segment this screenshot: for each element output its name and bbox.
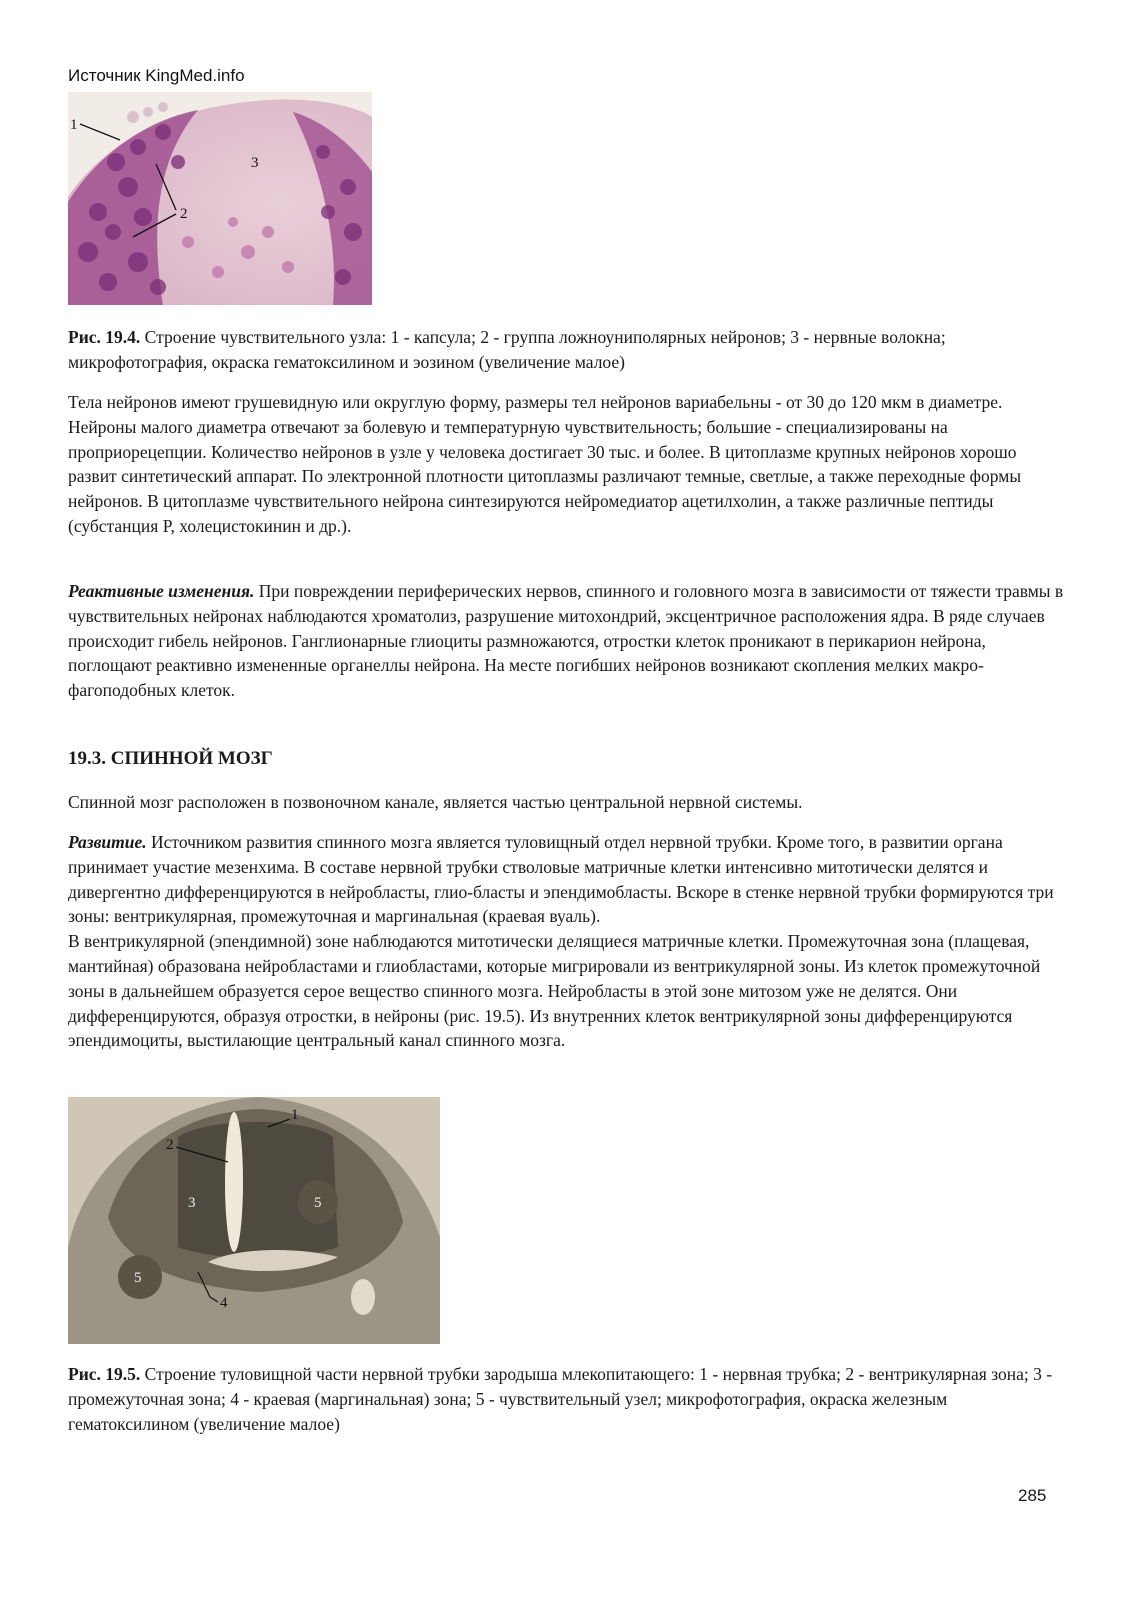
figure2-label-3: 3: [188, 1195, 196, 1211]
figure-19-5-caption: [68, 1362, 1068, 1436]
figure1-label-2: 2: [180, 206, 188, 222]
paragraph-4-text2: В вентрикулярной (эпендимной) зоне наблюдаются митотически делящиеся матричные клетки. Промежуточная зона (плащевая, мантийная) образована нейробластами и глиобластами, которые мигрировали из вентрикулярной зоны. Из клеток промежуточной зоны в дальнейшем образуется серое вещество спинного мозга. Нейробласты в этой зоне митозом уже не делятся. Они дифференцируются, образуя отростки, в нейроны (рис. 19.5). Из внутренних клеток вентрикулярной зоны дифференцируются эпендимоциты, выстилающие центральный канал спинного мозга.: [68, 931, 1041, 1051]
figure-19-5-caption-text: Строение туловищной части нервной трубки зародыша млекопитающего: 1 - нервная трубка; 2 - вентрикулярная зона; 3 - промежуточная зона; 4 - краевая (маргинальная) зона; 5 - чувствительный узел; микрофотография, окраска железным гематоксилином (увеличение малое): [68, 1364, 1053, 1434]
paragraph-4-lead: Развитие.: [68, 832, 147, 852]
paragraph-spinal-cord-location: [68, 790, 1068, 815]
paragraph-1: Тела нейронов имеют грушевидную или округлую форму, размеры тел нейронов вариабельны - от 30 до 120 мкм в диаметре. Нейроны малого диаметра отвечают за болевую и температурную чувствительность; большие - специализированы на проприорецепции. Количество нейронов в узле у человека достигает 30 тыс. и более. В цитоплазме крупных нейронов хорошо развит синтетический аппарат. По электронной плотности цитоплазмы различают темные, светлые, а также переходные формы нейронов. В цитоплазме чувствительного нейрона синтезируются нейромедиатор ацетилхолин, а также различные пептиды (субстанция P, холецистокинин и др.).: [68, 392, 1022, 536]
figure2-label-2: 2: [166, 1137, 174, 1153]
figure-19-4-caption-text: Строение чувствительного узла: 1 - капсула; 2 - группа ложноуниполярных нейронов; 3 - нервные волокна; микрофотография, окраска гематоксилином и эозином (увеличение малое): [68, 327, 946, 372]
section-heading: 19.3. СПИННОЙ МОЗГ: [68, 748, 273, 769]
figure-19-5-micrograph: [68, 1097, 440, 1344]
figure-19-4-caption-ref: Рис. 19.4.: [68, 327, 141, 347]
source-label: Источник KingMed.info: [68, 66, 245, 85]
figure2-label-1: 1: [291, 1107, 299, 1123]
paragraph-reactive-changes: [68, 579, 1068, 703]
figure1-label-3: 3: [251, 155, 259, 171]
page-number: 285: [1018, 1486, 1047, 1505]
figure1-label-1: 1: [70, 117, 78, 133]
figure2-label-5a: 5: [314, 1195, 322, 1211]
paragraph-3: Спинной мозг расположен в позвоночном канале, является частью центральной нервной системы.: [68, 792, 803, 812]
figure-19-5-caption-ref: Рис. 19.5.: [68, 1364, 141, 1384]
paragraph-development: [68, 830, 1068, 1053]
paragraph-2-lead: Реактивные изменения.: [68, 581, 255, 601]
paragraph-2-text: При повреждении периферических нервов, спинного и головного мозга в зависимости от тяжести травмы в чувствительных нейронах наблюдаются хроматолиз, разрушение митохондрий, эксцентричное расположения ядра. В ряде случаев происходит гибель нейронов. Ганглионарные глиоциты размножаются, отростки клеток проникают в перикарион нейрона, поглощают реактивно измененные органеллы нейрона. На месте погибших нейронов возникают скопления мелких макро-фагоподобных клеток.: [68, 581, 1064, 701]
figure2-label-4: 4: [220, 1295, 228, 1311]
figure-19-4-micrograph: [68, 92, 372, 305]
figure-19-4-caption: [68, 325, 1068, 375]
figure2-label-5b: 5: [134, 1270, 142, 1286]
paragraph-4-text: Источником развития спинного мозга является туловищный отдел нервной трубки. Кроме того, в развитии органа принимает участие мезенхима. В составе нервной трубки стволовые матричные клетки интенсивно митотически делятся и дивергентно дифференцируются в нейробласты, глио-бласты и эпендимобласты. Вскоре в стенке нервной трубки формируются три зоны: вентрикулярная, промежуточная и маргинальная (краевая вуаль).: [68, 832, 1054, 927]
paragraph-neuron-bodies: [68, 390, 1068, 539]
